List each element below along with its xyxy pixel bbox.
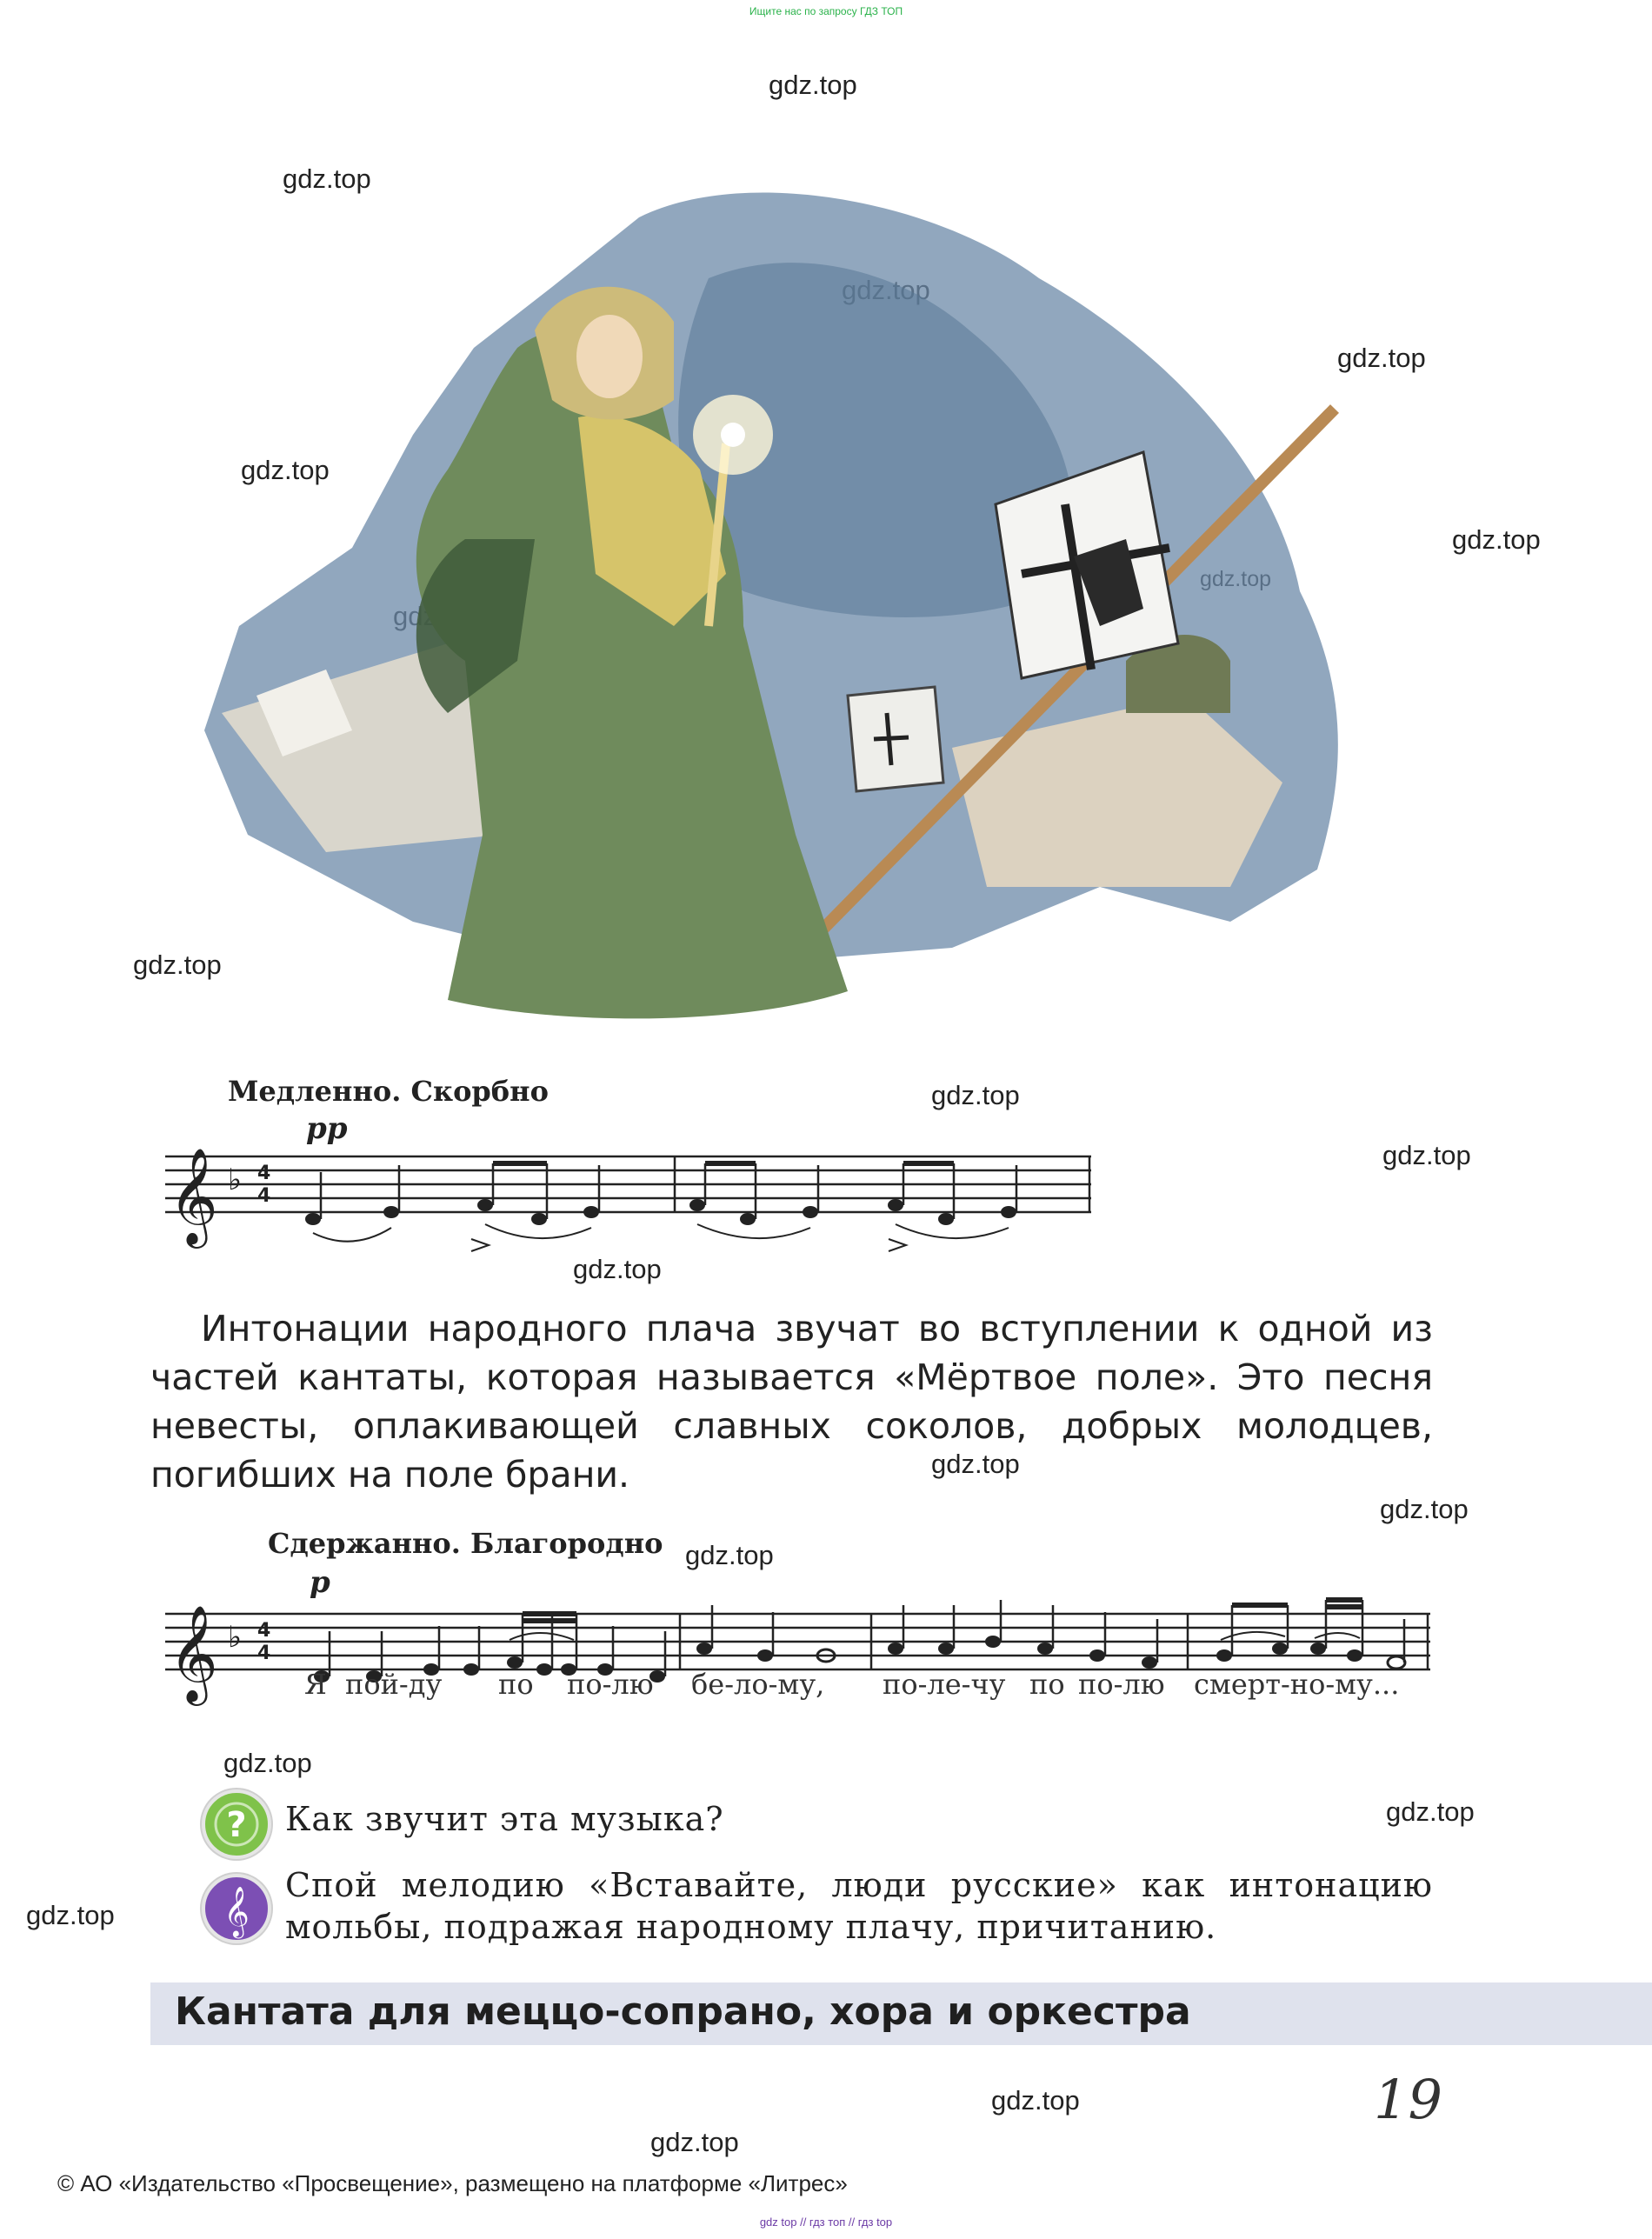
treble-clef-icon: 𝄞 [169,1604,218,1702]
lyric-syllable: по-лю [567,1668,654,1701]
task-sing-text: Спой мелодию «Вставайте, люди русские» как интонацию мольбы, подражая народному плачу, причитанию. [285,1866,1433,1946]
excerpt1-tempo: Медленно. Скорбно [228,1075,549,1108]
body-paragraph: Интонации народного плача звучат во вступлении к одной из частей кантаты, которая называется «Мёртвое поле». Это песня невесты, оплакивающей славных соколов, добрых молодцев, погибших на поле брани. [150,1308,1433,1496]
lyric-syllable: пой-ду [345,1668,443,1701]
lyric-syllable: по-ле-чу [883,1668,1006,1701]
watermark: gdz.top [26,1900,115,1930]
watermark: gdz.top [283,163,371,194]
watermark: gdz.top [685,1540,774,1570]
watermark: gdz.top [241,455,330,485]
excerpt2-dynamic: p [310,1565,330,1600]
excerpt1-dynamic: pp [306,1111,348,1146]
svg-text:𝄞: 𝄞 [223,1886,250,1936]
watermark: gdz.top [931,1449,1020,1479]
watermark: gdz.top [1380,1494,1469,1524]
watermark: gdz.top [1386,1796,1475,1827]
task-question-text: Как звучит эта музыка? [285,1800,724,1838]
top-note: Ищите нас по запросу ГДЗ ТОП [749,5,903,17]
section-banner [150,1982,1652,2045]
treble-clef-icon: 𝄞 [169,1147,218,1244]
treble-clef-icon [202,1874,271,1943]
watermark: gdz.top [991,2085,1080,2116]
watermark: gdz.top [133,950,222,980]
svg-text:?: ? [226,1805,247,1845]
svg-text:4: 4 [257,1643,271,1664]
watermark: gdz.top [1382,1140,1471,1170]
lyric-syllable: Я [304,1668,327,1701]
section-title: Кантата для меццо-сопрано, хора и оркестра [175,1989,1191,2034]
page-number: 19 [1374,2068,1442,2131]
lyric-syllable: смерт-но-му... [1194,1668,1400,1701]
svg-text:4: 4 [257,1620,271,1642]
watermark: gdz.top [931,1080,1020,1110]
lyric-syllable: бе-ло-му, [691,1668,825,1701]
watermark: gdz.top [769,70,857,100]
svg-text:♭: ♭ [228,1163,243,1197]
copyright: © АО «Издательство «Просвещение», размещено на платформе «Литрес» [57,2170,848,2196]
lyric-syllable: по [498,1668,534,1701]
watermark: gdz.top [1452,524,1541,555]
watermark: gdz.top [1337,343,1426,373]
watermark: gdz.top [573,1254,662,1284]
watermark: gdz.top [650,2127,739,2157]
excerpt1-staff [157,1130,1096,1287]
lyric-syllable: по-лю [1078,1668,1165,1701]
svg-text:♭: ♭ [228,1620,243,1655]
watermark: gdz.top [223,1748,312,1778]
bottom-links: gdz top // гдз топ // гдз top [759,2216,893,2229]
question-icon [202,1789,271,1859]
svg-text:4: 4 [257,1163,271,1184]
excerpt2-tempo: Сдержанно. Благородно [268,1527,663,1560]
battlefield-illustration [187,174,1396,1043]
svg-text:4: 4 [257,1185,271,1207]
lyric-syllable: по [1029,1668,1065,1701]
